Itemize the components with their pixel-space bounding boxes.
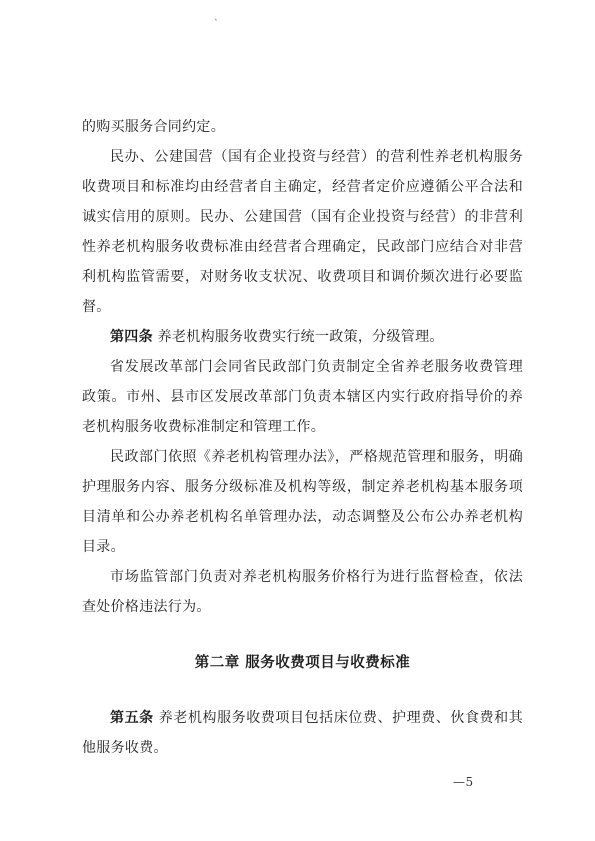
paragraph-civil-affairs xyxy=(82,442,523,562)
paragraph-market-supervision xyxy=(82,562,523,622)
paragraph-continuation xyxy=(82,112,523,142)
article-label: 第四条 xyxy=(110,329,153,345)
article-5-block xyxy=(82,703,523,763)
paragraph-text: 民办、公建国营（国有企业投资与经营）的营利性养老机构服务收费项目和标准均由经营者自主确定，经营者定价应遵循公平合法和诚实信用的原则。民办、公建国营（国有企业投资与经营）的非营利性养老机构服务收费标准由经营者合理确定，民政部门应结合对非营利机构监管需要，对财务收支状况、收费项目和调价频次进行必要监督。 xyxy=(82,149,523,315)
paragraph-text: 民政部门依照《养老机构管理办法》，严格规范管理和服务，明确护理服务内容、服务分级标准及机构等级，制定养老机构基本服务项目清单和公办养老机构名单管理办法，动态调整及公布公办养老机构目录。 xyxy=(82,449,523,555)
article-5 xyxy=(82,703,523,763)
paragraph-development-reform xyxy=(82,352,523,442)
paragraph-text: 省发展改革部门会同省民政部门负责制定全省养老服务收费管理政策。市州、县市区发展改革部门负责本辖区内实行政府指导价的养老机构服务收费标准制定和管理工作。 xyxy=(82,359,523,435)
paragraph-profit-pricing xyxy=(82,142,523,322)
page-number: —5 xyxy=(453,775,474,789)
paragraph-text: 市场监管部门负责对养老机构服务价格行为进行监督检查，依法查处价格违法行为。 xyxy=(82,569,523,615)
article-label: 第五条 xyxy=(110,710,154,726)
article-text: 养老机构服务收费项目包括床位费、护理费、伙食费和其他服务收费。 xyxy=(82,710,523,756)
scan-speck: 、 xyxy=(214,13,224,23)
chapter-heading: 第二章 服务收费项目与收费标准 xyxy=(194,655,411,671)
article-4 xyxy=(82,322,523,352)
body-text-block xyxy=(82,112,523,622)
paragraph-text: 的购买服务合同约定。 xyxy=(82,119,225,135)
article-text: 养老机构服务收费实行统一政策，分级管理。 xyxy=(157,329,444,345)
